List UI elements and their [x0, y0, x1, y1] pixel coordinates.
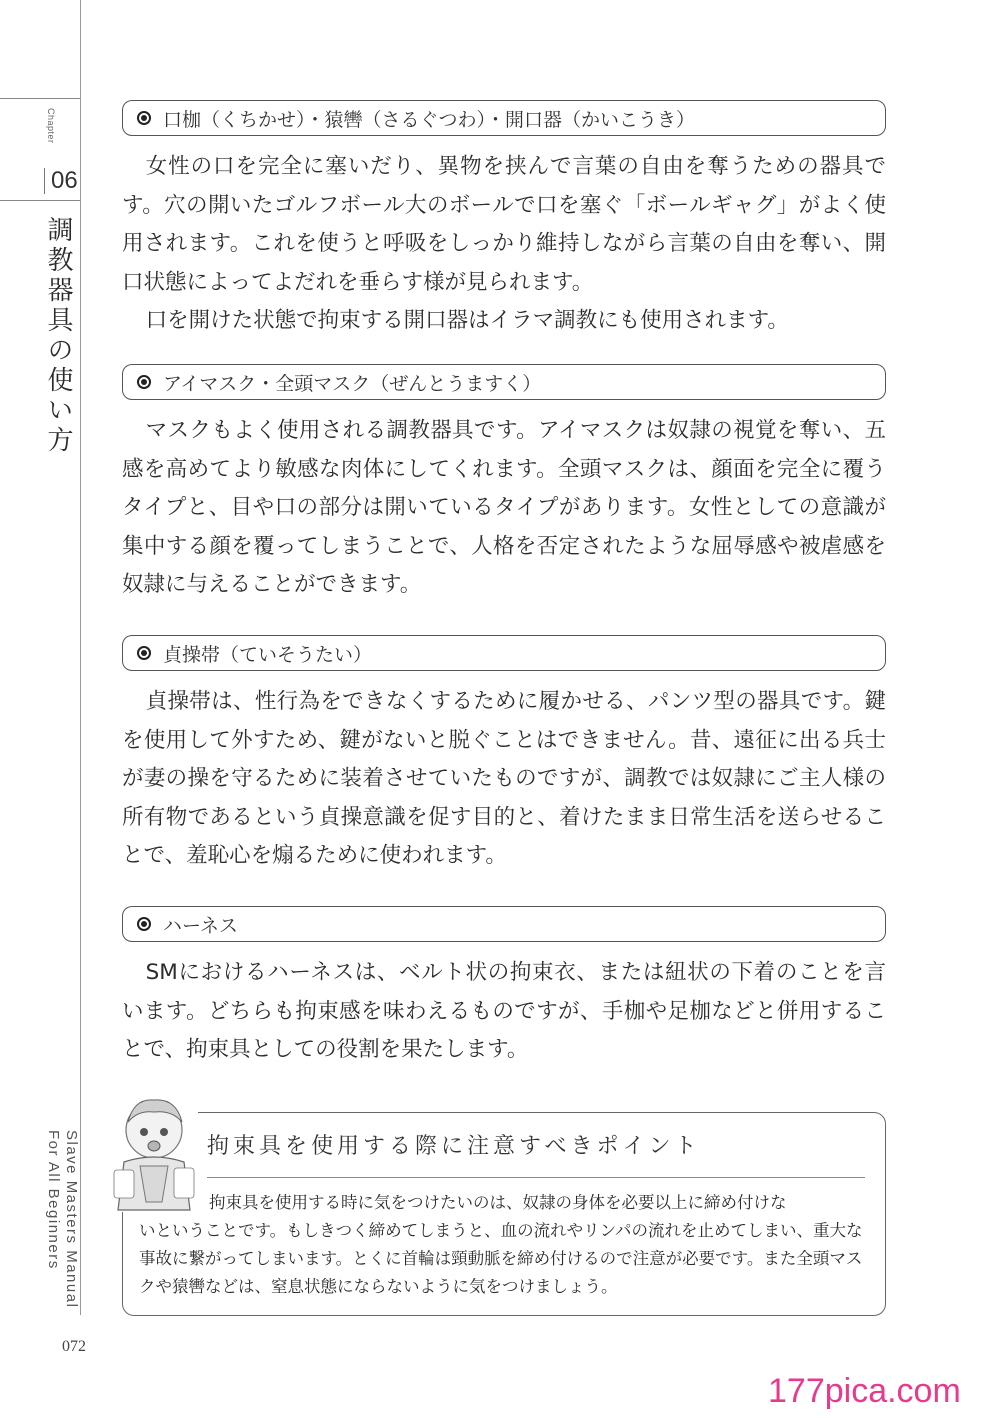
note-rule	[207, 1177, 865, 1178]
section-paragraph: マスクもよく使用される調教器具です。アイマスクは奴隷の視覚を奪い、五感を高めてより敏感な肉体にしてくれます。全頭マスクは、顔面を完全に覆うタイプと、目や口の部分は開いているタイプがあります。女性としての意識が集中する顔を覆ってしまうことで、人格を否定されたような屈辱感や被虐感を奴隷に与えることができます。	[122, 418, 886, 597]
section-heading-text: 口枷（くちかせ）・猿轡（さるぐつわ）・開口器（かいこうき）	[163, 108, 696, 131]
page-number: 072	[62, 1338, 86, 1355]
section-heading	[122, 635, 886, 671]
note-body-first-line: 拘束具を使用する時に気をつけたいのは、奴隷の身体を必要以上に締め付けな	[209, 1193, 787, 1212]
section-heading	[122, 364, 886, 400]
mascot-illustration	[110, 1092, 198, 1212]
section-heading-text: 貞操帯（ていそうたい）	[163, 643, 373, 666]
bullet-icon	[137, 111, 151, 125]
section-heading	[122, 100, 886, 136]
chapter-title: 調教器具の使い方	[43, 216, 73, 456]
section-heading-text: ハーネス	[163, 914, 239, 937]
section-paragraph: 貞操帯は、性行為をできなくするために履かせる、パンツ型の器具です。鍵を使用して外すため、鍵がないと脱ぐことはできません。昔、遠征に出る兵士が妻の操を守るために装着させていたものですが、調教では奴隷にご主人様の所有物であるという貞操意識を促す目的と、着けたまま日常生活を送らせることで、羞恥心を煽るために使われます。	[122, 689, 886, 868]
note-body: いということです。もしきつく締めてしまうと、血の流れやリンパの流れを止めてしまい、重大な事故に繋がってしまいます。とくに首輪は頸動脈を締め付けるので注意が必要です。また全頭マスクや猿轡などは、窒息状態にならないように気をつけましょう。	[139, 1221, 863, 1296]
note-title: 拘束具を使用する際に注意すべきポイント	[207, 1134, 701, 1159]
chapter-label: Chapter	[46, 108, 56, 144]
bullet-icon	[137, 646, 151, 660]
watermark: 177pica.com	[768, 1372, 961, 1410]
chapter-number: 06	[44, 168, 78, 194]
chapter-rule	[0, 200, 80, 201]
note-box	[122, 1112, 886, 1316]
book-title: Slave Masters Manual For All Beginners	[45, 1130, 80, 1309]
section-paragraph: 女性の口を完全に塞いだり、異物を挟んで言葉の自由を奪うための器具です。穴の開いたゴルフボール大のボールで口を塞ぐ「ボールギャグ」がよく使用されます。これを使うと呼吸をしっかり維持しながら言葉の自由を奪い、開口状態によってよだれを垂らす様が見られます。	[122, 154, 886, 295]
main-content	[122, 100, 886, 1070]
section-paragraph: 口を開けた状態で拘束する開口器はイラマ調教にも使用されます。	[145, 308, 789, 333]
sidebar-divider	[80, 0, 81, 1315]
section-paragraph: SMにおけるハーネスは、ベルト状の拘束衣、または紐状の下着のことを言います。どちらも拘束感を味わえるものですが、手枷や足枷などと併用することで、拘束具としての役割を果たします。	[122, 960, 886, 1062]
section-heading	[122, 906, 886, 942]
bullet-icon	[137, 917, 151, 931]
bullet-icon	[137, 375, 151, 389]
chapter-top-rule	[0, 98, 80, 99]
section-heading-text: アイマスク・全頭マスク（ぜんとうますく）	[163, 372, 542, 395]
